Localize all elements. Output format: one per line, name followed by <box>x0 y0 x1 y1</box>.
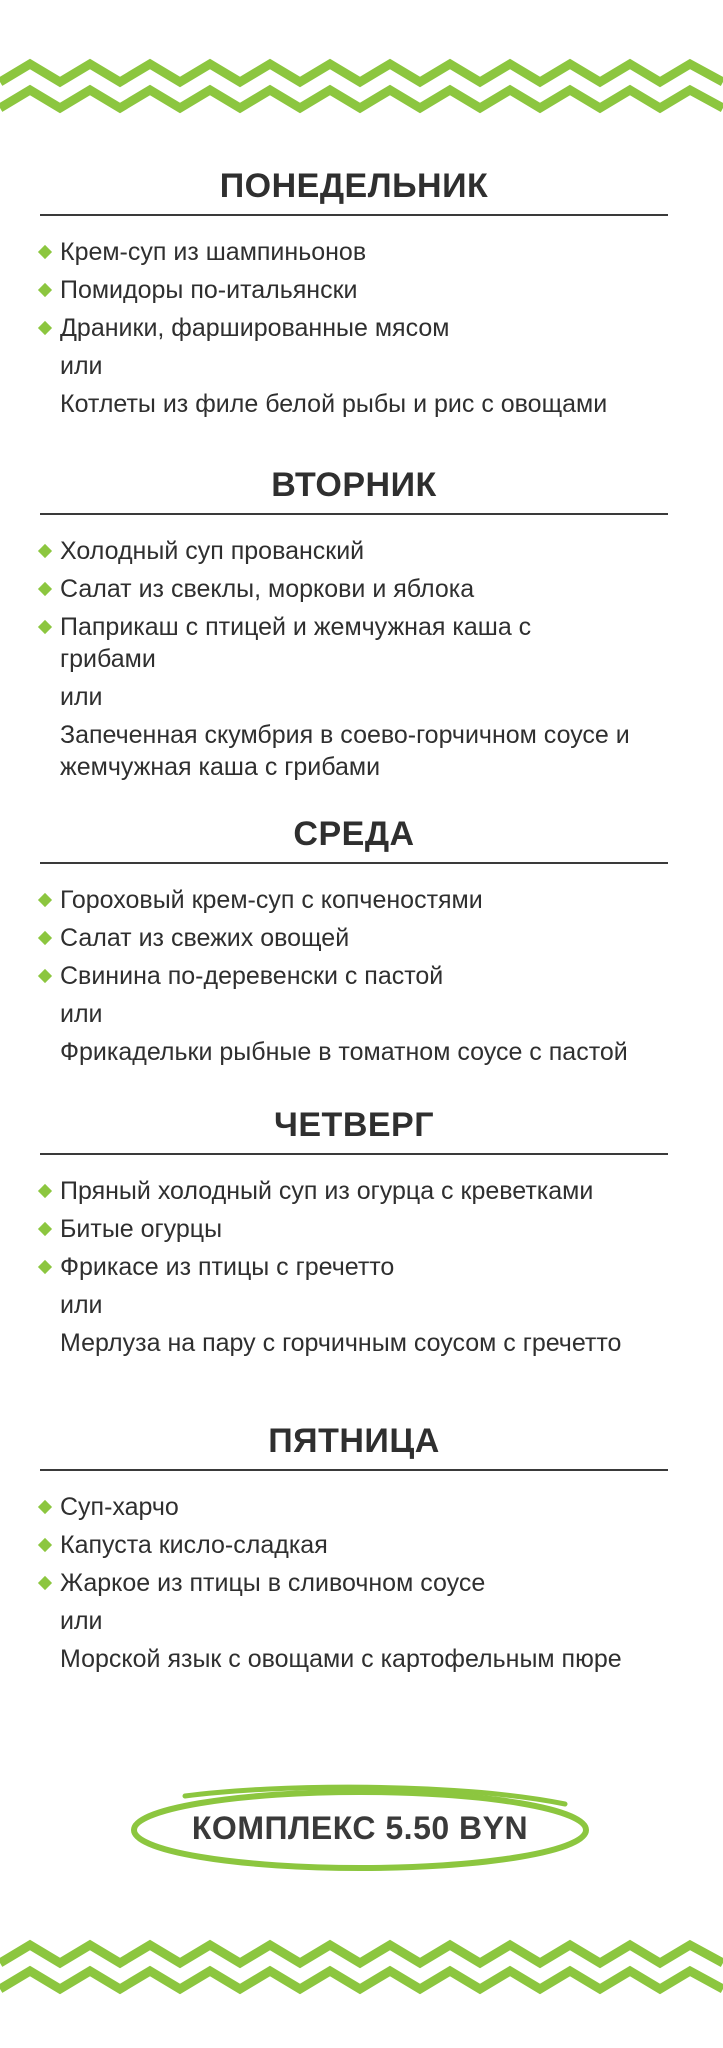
combo-price-label: КОМПЛЕКС 5.50 BYN <box>191 1810 529 1846</box>
menu-item: Помидоры по-итальянски <box>40 274 668 306</box>
menu-item: Паприкаш с птицей и жемчужная каша с грибами <box>40 611 580 675</box>
or-label: или <box>60 352 103 380</box>
menu-item: Гороховый крем-суп с копченостями <box>40 884 668 916</box>
or-label: или <box>60 1607 103 1635</box>
divider <box>40 1153 668 1155</box>
menu-item: Драники, фаршированные мясом <box>40 312 668 344</box>
menu-item: Капуста кисло-сладкая <box>40 1529 668 1561</box>
alternative-item: Котлеты из филе белой рыбы и рис с овощами <box>60 390 608 418</box>
alternative-item: Фрикадельки рыбные в томатном соусе с пастой <box>60 1038 628 1066</box>
diamond-bullet-icon <box>38 1222 52 1236</box>
diamond-bullet-icon <box>38 931 52 945</box>
diamond-bullet-icon <box>38 245 52 259</box>
diamond-bullet-icon <box>38 620 52 634</box>
menu-item: Салат из свеклы, моркови и яблока <box>40 573 668 605</box>
divider <box>40 214 668 216</box>
alternative-item: Мерлуза на пару с горчичным соусом с гречетто <box>60 1329 622 1357</box>
day-title: СРЕДА <box>293 815 415 853</box>
day-title: ПЯТНИЦА <box>268 1422 440 1460</box>
or-label: или <box>60 683 103 711</box>
divider <box>40 513 668 515</box>
menu-item: Свинина по-деревенски с пастой <box>40 960 668 992</box>
diamond-bullet-icon <box>38 1260 52 1274</box>
day-title: ВТОРНИК <box>271 466 437 504</box>
diamond-bullet-icon <box>38 582 52 596</box>
diamond-bullet-icon <box>38 893 52 907</box>
menu-item: Крем-суп из шампиньонов <box>40 236 668 268</box>
day-title: ПОНЕДЕЛЬНИК <box>219 167 489 205</box>
combo-price-badge <box>125 1782 595 1874</box>
divider <box>40 862 668 864</box>
alternative-item: Морской язык с овощами с картофельным пюре <box>60 1645 622 1673</box>
day-tuesday <box>40 461 668 783</box>
alternative-item: Запеченная скумбрия в соево-горчичном соусе и жемчужная каша с грибами <box>60 721 630 781</box>
menu-item: Суп-харчо <box>40 1491 668 1523</box>
diamond-bullet-icon <box>38 283 52 297</box>
diamond-bullet-icon <box>38 1184 52 1198</box>
diamond-bullet-icon <box>38 321 52 335</box>
menu-item: Салат из свежих овощей <box>40 922 668 954</box>
diamond-bullet-icon <box>38 544 52 558</box>
or-label: или <box>60 1291 103 1319</box>
diamond-bullet-icon <box>38 1576 52 1590</box>
divider <box>40 1469 668 1471</box>
menu-item: Битые огурцы <box>40 1213 668 1245</box>
diamond-bullet-icon <box>38 969 52 983</box>
day-thursday <box>40 1101 668 1359</box>
menu-item: Пряный холодный суп из огурца с креветками <box>40 1175 668 1207</box>
zigzag-border-bottom <box>0 1933 723 2003</box>
day-friday <box>40 1417 668 1675</box>
menu-item: Жаркое из птицы в сливочном соусе <box>40 1567 668 1599</box>
diamond-bullet-icon <box>38 1500 52 1514</box>
or-label: или <box>60 1000 103 1028</box>
diamond-bullet-icon <box>38 1538 52 1552</box>
menu-item: Фрикасе из птицы с гречетто <box>40 1251 668 1283</box>
day-wednesday <box>40 810 668 1068</box>
menu-item: Холодный суп прованский <box>40 535 668 567</box>
day-monday <box>40 162 668 420</box>
day-title: ЧЕТВЕРГ <box>273 1106 435 1144</box>
